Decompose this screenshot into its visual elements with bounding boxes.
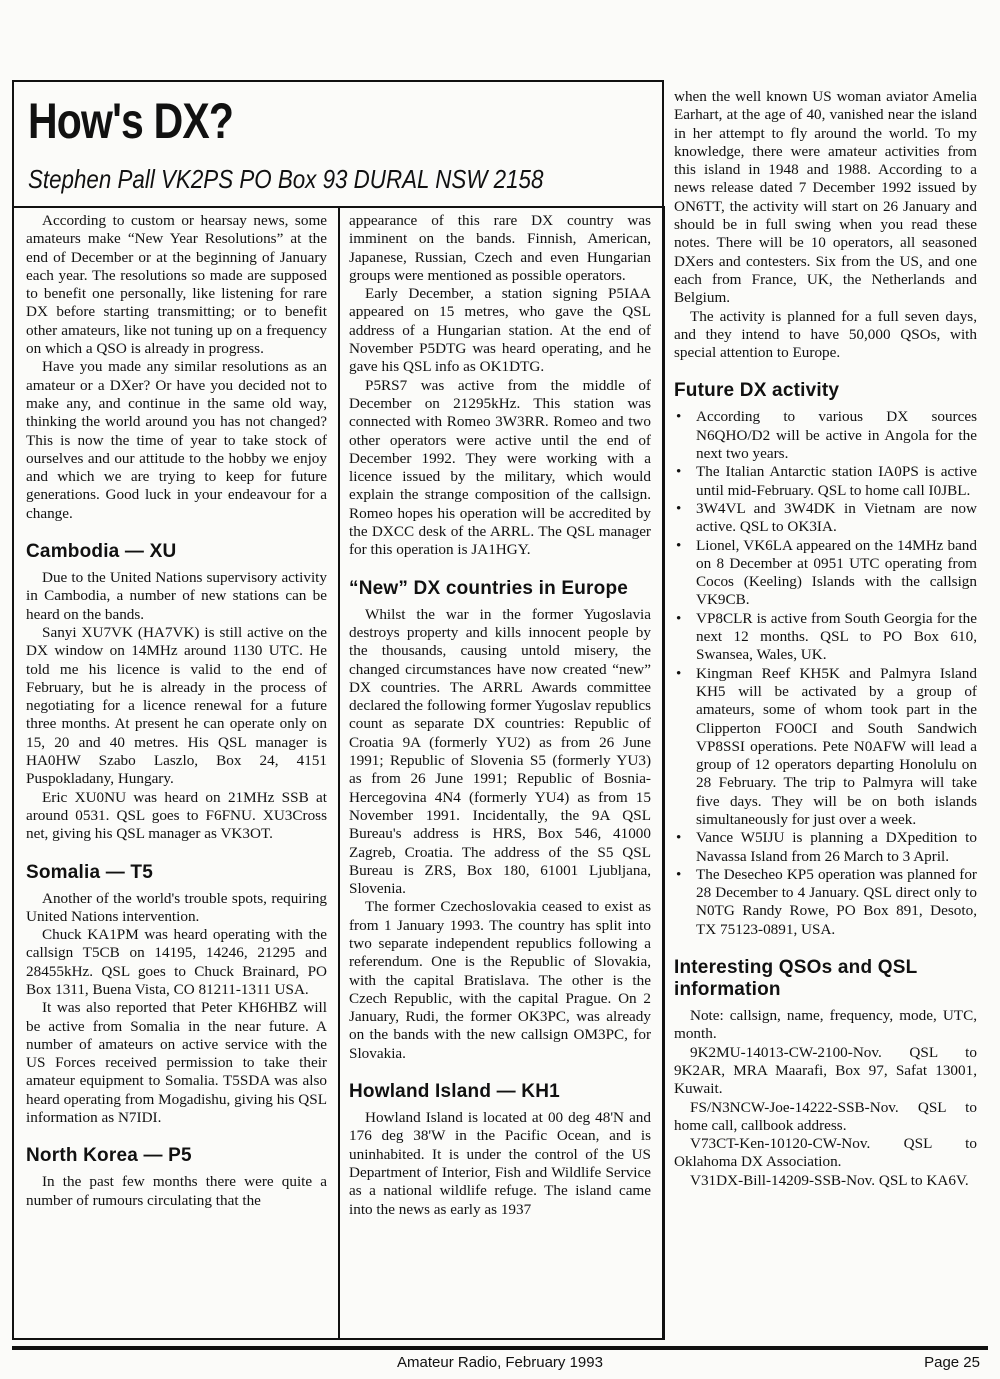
list-item: • The Desecheo KP5 operation was planned for 28 December to 4 January. QSL direct only to N0TG Randy Rowe, PO Box 891, Desoto, TX 75123-0891, USA. [674,866,977,939]
paragraph: Due to the United Nations supervisory activity in Cambodia, a number of new stations can be heard on the bands. [26,569,327,623]
section-heading-somalia: Somalia — T5 [26,861,153,883]
paragraph: Sanyi XU7VK (HA7VK) is still active on the DX window on 14MHz around 1130 UTC. He told me his licence is valid to the end of February, but he is already in the process of negotiating for a licence renewal for a future three months. At present he can operate only on 15, 20 and 40 metres. His QSL manager is HA0HW Szabo Laszlo, Box 24, 4151 Puspokladany, Hungary. [26,623,327,788]
paragraph: In the past few months there were quite a number of rumours circulating that the [26,1173,327,1209]
paragraph: Have you made any similar resolutions as an amateur or a DXer? Or have you decided not to make any, and continue in the same old way, thinking the world around you has not changed? This is now the time of year to take stock of ourselves and our attitude to the hobby we enjoy and which we are trying to keep for future generations. Good luck in your endeavour for a change. [26,358,327,522]
paragraph: appearance of this rare DX country was imminent on the bands. Finnish, American, Japanese, Russian, Czech and even Hungarian groups were mentioned as possible operators. [349,212,651,284]
section-heading-new-dx-countries: “New” DX countries in Europe [349,577,629,599]
paragraph: Another of the world's trouble spots, requiring United Nations intervention. [26,889,327,925]
section-heading-cambodia: Cambodia — XU [26,541,177,563]
list-item: • Kingman Reef KH5K and Palmyra Island KH5 will be activated by a group of amateurs, some of whom took part in the Clipperton FO0CI and South Sandwich VP8SSI operations. Pete N0AFW will lead a group of 12 operators departing Honolulu on 28 February. The trip to Palmyra will take five days. They will be on both islands simultaneously for just over a week. [674,665,977,830]
list-item: • The Italian Antarctic station IA0PS is active until mid-February. QSL to home call I0JBL. [674,463,977,500]
paragraph: It was also reported that Peter KH6HBZ will be active from Somalia in the near future. A number of amateurs on active service with the US Forces received permission to take their amateur equipment to Somalia. T5SDA was also heard operating from Mogadishu, giving his QSL information as N7IDI. [26,999,327,1127]
footer-rule [12,1346,988,1350]
future-dx-list [674,408,977,939]
section-heading-howland-island: Howland Island — KH1 [349,1081,560,1103]
byline: Stephen Pall VK2PS PO Box 93 DURAL NSW 2158 [28,164,544,194]
list-item: • 3W4VL and 3W4DK in Vietnam are now active. QSL to OK3IA. [674,500,977,537]
paragraph: Howland Island is located at 00 deg 48'N and 176 deg 38'W in the Pacific Ocean, and is uninhabited. It is under the control of the US Department of Interior, Fish and Wildlife Service as a national wildlife refuge. The island came into the news as early as 1937 [349,1109,651,1218]
list-item: • According to various DX sources N6QHO/D2 will be active in Angola for the next two years. [674,408,977,463]
page-title: How's DX? [28,93,234,149]
paragraph: when the well known US woman aviator Amelia Earhart, at the age of 40, vanished near the island in her attempt to fly around the world. To my knowledge, there were amateur activities from this island in 1948 and 1988. According to a news release dated 7 December 1992 issued by ON6TT, the activity will start on 26 January and should be in full swing when you read these notes. There will be 10 operators, all seasoned DXers and contesters. Six from the US, and one each from France, UK, the Netherlands and Belgium. [674,88,977,307]
paragraph: V31DX-Bill-14209-SSB-Nov. QSL to KA6V. [690,1171,969,1189]
column-1 [26,212,327,1330]
paragraph: According to custom or hearsay news, some amateurs make “New Year Resolutions” at the end of December or at the beginning of January each year. The resolutions so made are supposed to benefit one personally, like listening for rare DX before starting transmitting; or to benefit other amateurs, like not tuning up on a frequency on which a QSO is already in progress. [26,212,327,358]
column-3 [674,88,977,1333]
paragraph: The former Czechoslovakia ceased to exist as from 1 January 1993. The country has split into two separate independent republics following a referendum. One is the Republic of Slovakia, with the capital Bratislava. The other is the Czech Republic, with the capital Prague. On 2 January, Rudi, the former OK3PC, was already on the bands with the new callsign OM3PC, for Slovakia. [349,898,651,1062]
paragraph: Whilst the war in the former Yugoslavia destroys property and kills innocent people by the thousands, causing untold misery, the changed circumstances have now created “new” DX countries. The ARRL Awards committee declared the following former Yugoslav republics count as separate DX countries: Republic of Croatia 9A (formerly YU2) as from 26 June 1991; Republic of Slovenia S5 (formerly YU3) as from 26 June 1991; Republic of Bosnia-Hercegovina 4N4 (formerly YU4) as from 15 November 1991. Incidentally, the 9A QSL Bureau's address is HRS, Box 546, 41000 Zagreb, Croatia. The address of the S5 QSL Bureau is ZRS, Box 180, 61001 Ljubljana, Slovenia. [349,605,651,898]
paragraph: Eric XU0NU was heard on 21MHz SSB at around 0531. QSL goes to F6FNU. XU3Cross net, giving his QSL manager as VK3OT. [26,788,327,843]
paragraph: V73CT-Ken-10120-CW-Nov. QSL to Oklahoma DX Association. [674,1135,977,1171]
column-rule-2 [663,206,665,1340]
section-heading-interesting-qsos: Interesting QSOs and QSL information [674,957,918,1001]
title-box [12,80,664,208]
section-heading-north-korea: North Korea — P5 [26,1145,192,1167]
footer-publication: Amateur Radio, February 1993 [397,1354,603,1371]
list-item: • Lionel, VK6LA appeared on the 14MHz band on 8 December at 0951 UTC operating from Cocos (Keeling) Islands with the callsign VK9CB. [674,537,977,610]
paragraph: Early December, a station signing P5IAA appeared on 15 metres, who gave the QSL address of a Hungarian station. At the end of November P5DTG was heard operating, and he gave his QSL info as OK1DTG. [349,285,651,376]
page-number: Page 25 [924,1354,980,1371]
paragraph: FS/N3NCW-Joe-14222-SSB-Nov. QSL to home call, callbook address. [674,1098,977,1134]
column-rule-1 [338,206,340,1340]
paragraph: 9K2MU-14013-CW-2100-Nov. QSL to 9K2AR, MRA Maarafi, Box 97, Safat 13001, Kuwait. [674,1043,977,1098]
list-item: • VP8CLR is active from South Georgia for the next 12 months. QSL to PO Box 610, Swansea, Wales, UK. [674,610,977,665]
paragraph: P5RS7 was active from the middle of December on 21295kHz. This station was connected with Romeo 3W3RR. Romeo and two other operators were active until the end of December 1992. They were working with a licence issued by the military, which would explain the strange composition of the callsign. Romeo hopes his operation will be accredited by the DXCC desk of the ARRL. The QSL manager for this operation is JA1HGY. [349,376,651,559]
list-item: • Vance W5IJU is planning a DXpedition to Navassa Island from 26 March to 3 April. [674,829,977,866]
paragraph: The activity is planned for a full seven days, and they intend to have 50,000 QSOs, with special attention to Europe. [674,307,977,362]
paragraph: Note: callsign, name, frequency, mode, UTC, month. [674,1007,977,1043]
column-2 [349,212,651,1330]
section-heading-future-dx: Future DX activity [674,380,840,402]
paragraph: Chuck KA1PM was heard operating with the callsign T5CB on 14195, 14246, 21295 and 28455kHz. QSL goes to Chuck Brainard, PO Box 1311, Buena Vista, CO 81211-1311 USA. [26,926,327,998]
